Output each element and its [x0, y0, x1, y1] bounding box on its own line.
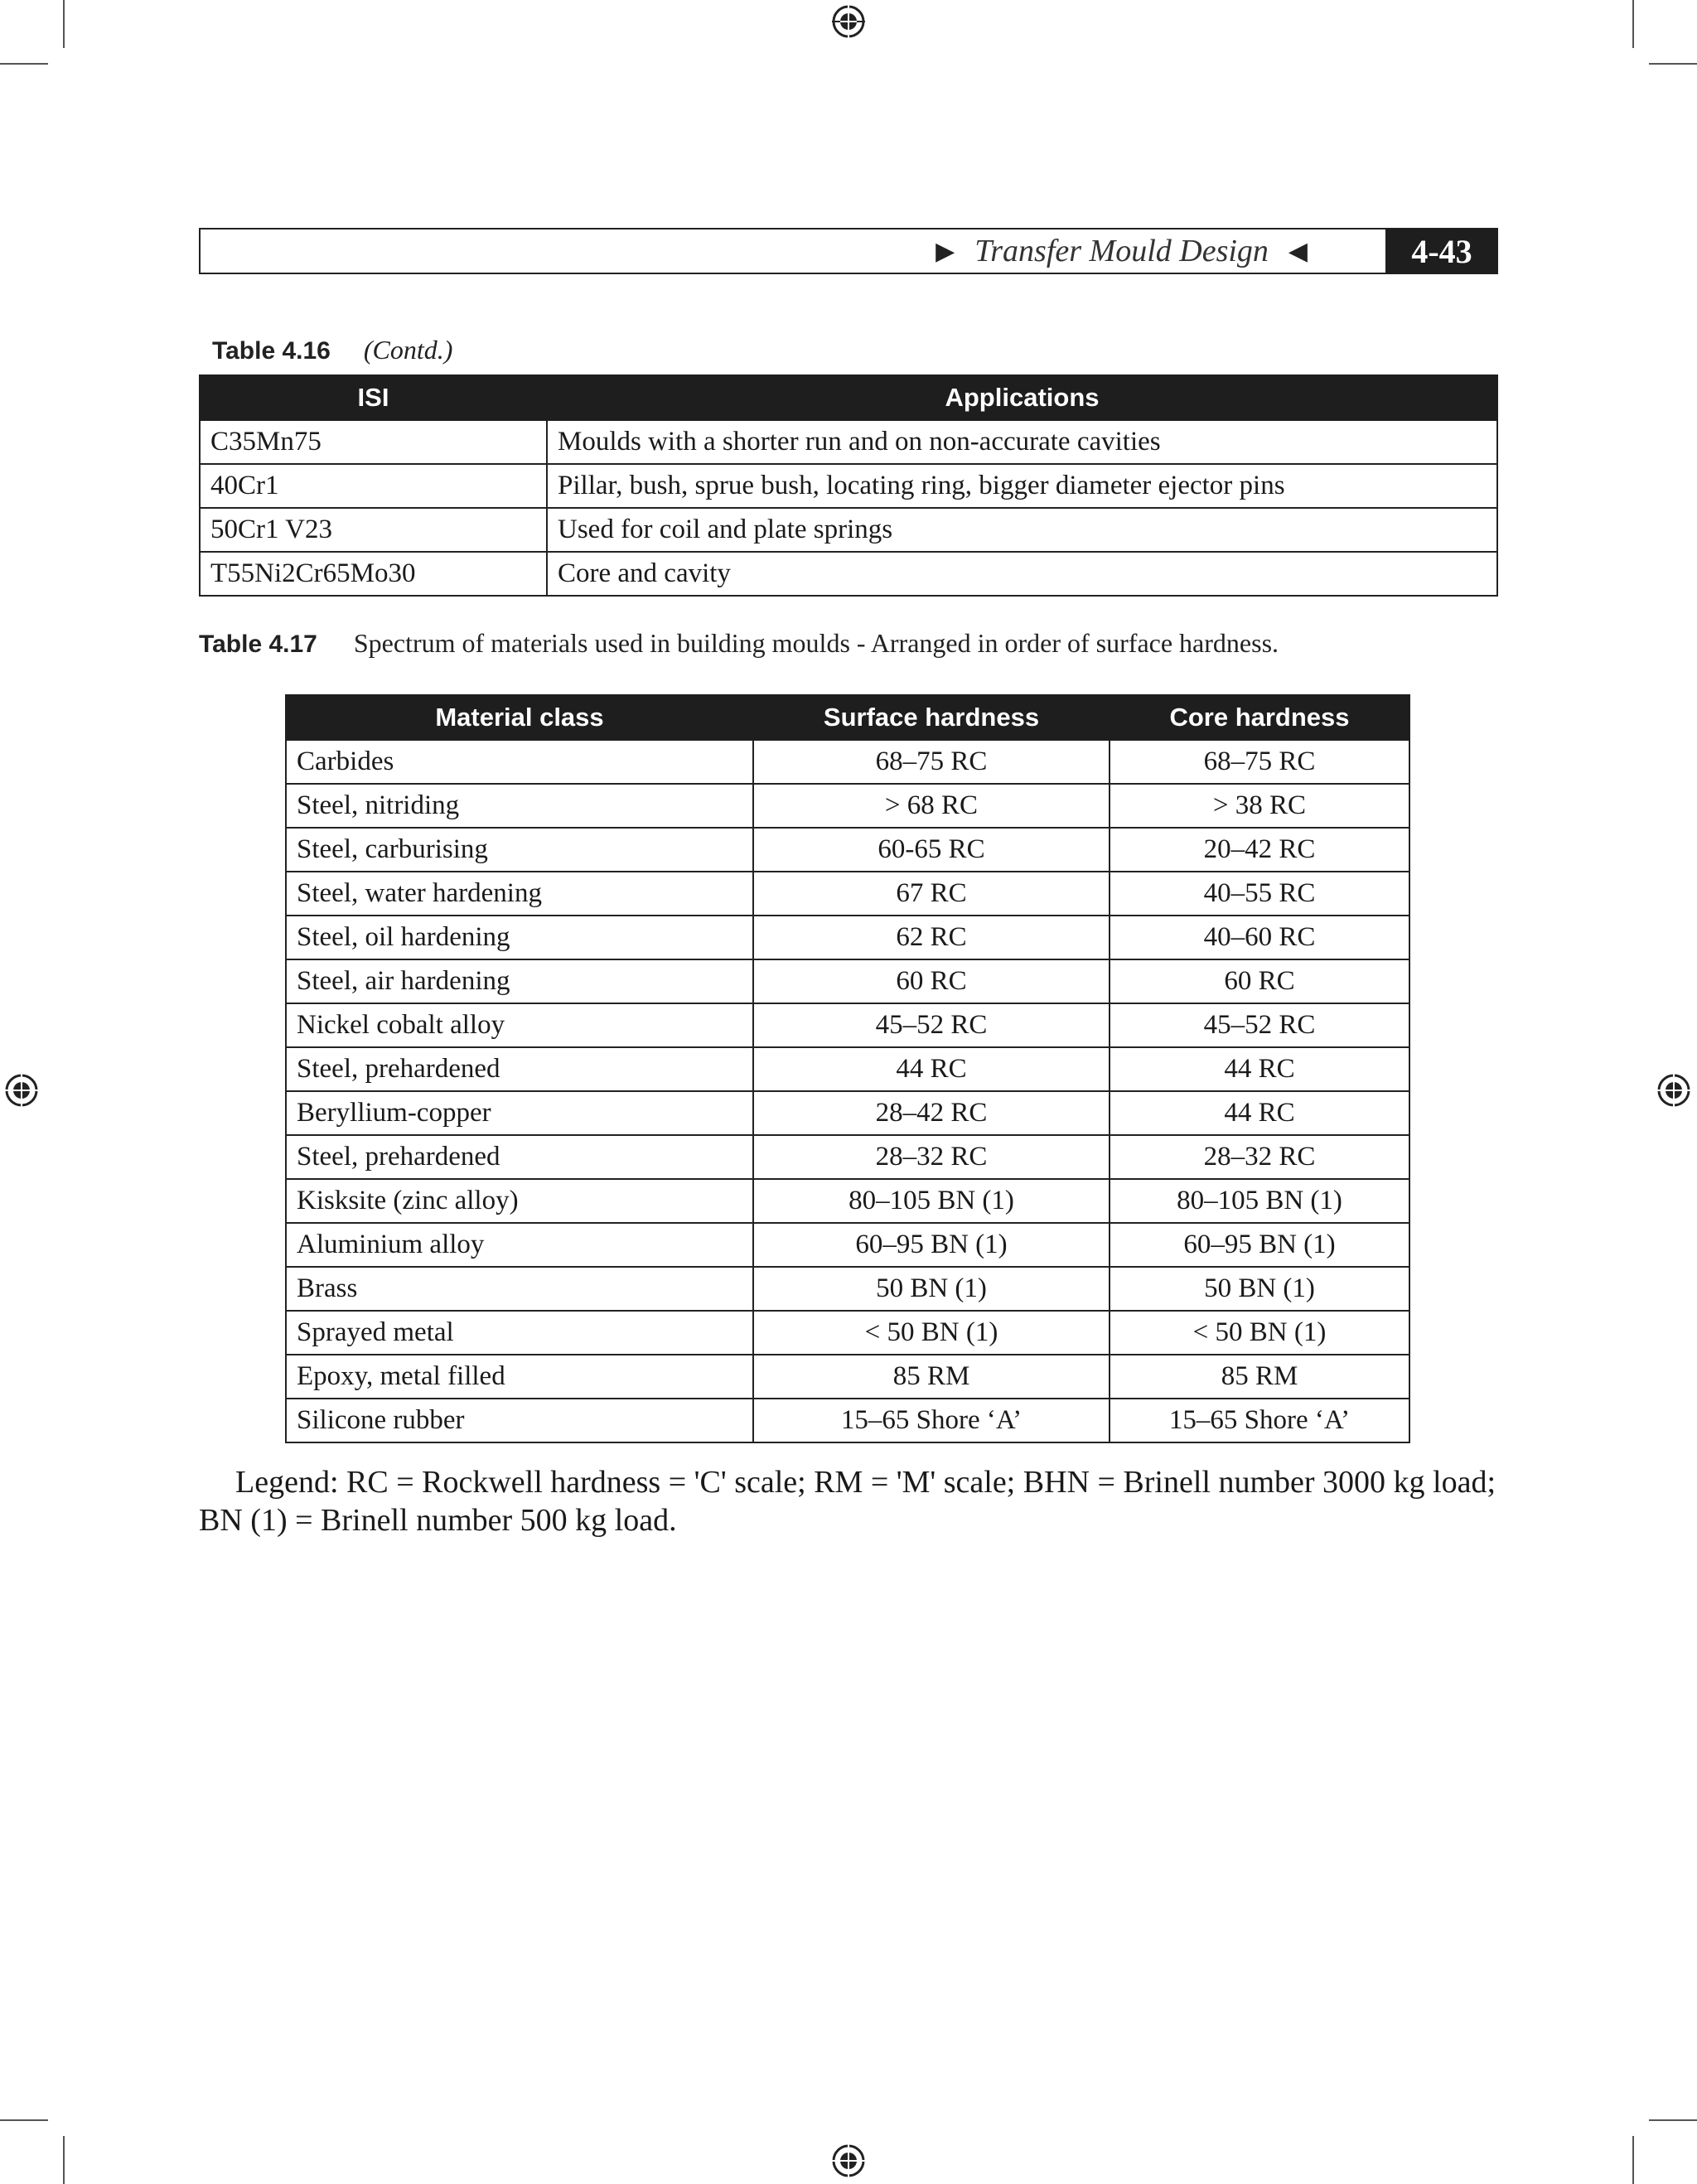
crop-mark [0, 63, 48, 65]
material-cell: Epoxy, metal filled [286, 1355, 753, 1399]
isi-cell: C35Mn75 [200, 420, 547, 464]
material-cell: Sprayed metal [286, 1311, 753, 1355]
core-hardness-cell: 44 RC [1110, 1091, 1409, 1135]
crop-mark [1649, 63, 1697, 65]
table-row [200, 464, 1497, 508]
core-hardness-cell: 80–105 BN (1) [1110, 1179, 1409, 1223]
surface-hardness-cell: 15–65 Shore ‘A’ [753, 1399, 1110, 1442]
left-triangle-icon: ◀ [1288, 237, 1308, 265]
crop-mark [63, 2136, 65, 2184]
table-416-label: Table 4.16 [212, 337, 331, 365]
table-row [286, 828, 1409, 872]
right-triangle-icon: ▶ [936, 237, 955, 265]
registration-mark-icon [830, 2143, 867, 2179]
table-header-row [200, 375, 1497, 420]
table-row [200, 420, 1497, 464]
core-hardness-cell: 15–65 Shore ‘A’ [1110, 1399, 1409, 1442]
surface-hardness-cell: > 68 RC [753, 784, 1110, 828]
isi-cell: 40Cr1 [200, 464, 547, 508]
crop-mark [0, 2119, 48, 2121]
material-cell: Brass [286, 1267, 753, 1311]
surface-hardness-cell: 45–52 RC [753, 1003, 1110, 1047]
column-header-material-class: Material class [286, 695, 753, 740]
table-row [286, 1223, 1409, 1267]
table-row [286, 1135, 1409, 1179]
running-header-title: Transfer Mould Design [974, 234, 1269, 268]
core-hardness-cell: 85 RM [1110, 1355, 1409, 1399]
table-416-contd: (Contd.) [363, 335, 453, 365]
core-hardness-cell: 45–52 RC [1110, 1003, 1409, 1047]
surface-hardness-cell: 62 RC [753, 916, 1110, 959]
table-row [286, 1267, 1409, 1311]
table-header-row [286, 695, 1409, 740]
surface-hardness-cell: 28–32 RC [753, 1135, 1110, 1179]
column-header-core-hardness: Core hardness [1110, 695, 1409, 740]
table-row [286, 1047, 1409, 1091]
surface-hardness-cell: 60-65 RC [753, 828, 1110, 872]
table-417-body [286, 740, 1409, 1442]
surface-hardness-cell: 60 RC [753, 959, 1110, 1003]
column-header-applications: Applications [547, 375, 1497, 420]
table-row [286, 740, 1409, 784]
material-cell: Steel, prehardened [286, 1047, 753, 1091]
table-row [286, 1179, 1409, 1223]
table-row [286, 872, 1409, 916]
core-hardness-cell: 68–75 RC [1110, 740, 1409, 784]
table-417-label: Table 4.17 [199, 631, 317, 658]
table-row [286, 1091, 1409, 1135]
material-cell: Carbides [286, 740, 753, 784]
material-cell: Silicone rubber [286, 1399, 753, 1442]
surface-hardness-cell: < 50 BN (1) [753, 1311, 1110, 1355]
material-cell: Aluminium alloy [286, 1223, 753, 1267]
table-417-title: Spectrum of materials used in building moulds - Arranged in order of surface hardness. [353, 628, 1279, 658]
crop-mark [1632, 2136, 1634, 2184]
application-cell: Used for coil and plate springs [547, 508, 1497, 552]
surface-hardness-cell: 44 RC [753, 1047, 1110, 1091]
table-row [200, 552, 1497, 596]
core-hardness-cell: 60–95 BN (1) [1110, 1223, 1409, 1267]
core-hardness-cell: 40–60 RC [1110, 916, 1409, 959]
core-hardness-cell: < 50 BN (1) [1110, 1311, 1409, 1355]
legend-paragraph: Legend: RC = Rockwell hardness = 'C' scale; RM = 'M' scale; BHN = Brinell number 3000 kg load; BN (1) = Brinell number 500 kg load. [199, 1465, 1496, 1538]
crop-mark [63, 0, 65, 48]
table-416 [199, 374, 1498, 597]
running-header-title-group [936, 233, 1308, 269]
registration-mark-icon [1656, 1072, 1692, 1109]
application-cell: Pillar, bush, sprue bush, locating ring, bigger diameter ejector pins [547, 464, 1497, 508]
table-417-caption [199, 628, 1279, 659]
core-hardness-cell: 60 RC [1110, 959, 1409, 1003]
material-cell: Nickel cobalt alloy [286, 1003, 753, 1047]
application-cell: Moulds with a shorter run and on non-accurate cavities [547, 420, 1497, 464]
application-cell: Core and cavity [547, 552, 1497, 596]
material-cell: Steel, air hardening [286, 959, 753, 1003]
core-hardness-cell: 20–42 RC [1110, 828, 1409, 872]
table-416-caption [212, 335, 452, 365]
crop-mark [1632, 0, 1634, 48]
material-cell: Steel, water hardening [286, 872, 753, 916]
isi-cell: T55Ni2Cr65Mo30 [200, 552, 547, 596]
table-row [286, 784, 1409, 828]
table-row [286, 959, 1409, 1003]
material-cell: Beryllium-copper [286, 1091, 753, 1135]
material-cell: Kisksite (zinc alloy) [286, 1179, 753, 1223]
material-cell: Steel, carburising [286, 828, 753, 872]
surface-hardness-cell: 68–75 RC [753, 740, 1110, 784]
page-number: 4-43 [1385, 228, 1498, 274]
running-header [199, 228, 1498, 274]
table-row [286, 916, 1409, 959]
material-cell: Steel, nitriding [286, 784, 753, 828]
column-header-isi: ISI [200, 375, 547, 420]
table-row [286, 1399, 1409, 1442]
table-row [286, 1003, 1409, 1047]
surface-hardness-cell: 50 BN (1) [753, 1267, 1110, 1311]
surface-hardness-cell: 80–105 BN (1) [753, 1179, 1110, 1223]
registration-mark-icon [3, 1072, 40, 1109]
table-row [286, 1355, 1409, 1399]
table-417 [285, 694, 1410, 1443]
material-cell: Steel, prehardened [286, 1135, 753, 1179]
isi-cell: 50Cr1 V23 [200, 508, 547, 552]
surface-hardness-cell: 28–42 RC [753, 1091, 1110, 1135]
registration-mark-icon [830, 3, 867, 40]
core-hardness-cell: 50 BN (1) [1110, 1267, 1409, 1311]
surface-hardness-cell: 85 RM [753, 1355, 1110, 1399]
surface-hardness-cell: 60–95 BN (1) [753, 1223, 1110, 1267]
crop-mark [1649, 2119, 1697, 2121]
table-row [286, 1311, 1409, 1355]
column-header-surface-hardness: Surface hardness [753, 695, 1110, 740]
material-cell: Steel, oil hardening [286, 916, 753, 959]
table-row [200, 508, 1497, 552]
core-hardness-cell: 28–32 RC [1110, 1135, 1409, 1179]
core-hardness-cell: 40–55 RC [1110, 872, 1409, 916]
core-hardness-cell: 44 RC [1110, 1047, 1409, 1091]
core-hardness-cell: > 38 RC [1110, 784, 1409, 828]
surface-hardness-cell: 67 RC [753, 872, 1110, 916]
